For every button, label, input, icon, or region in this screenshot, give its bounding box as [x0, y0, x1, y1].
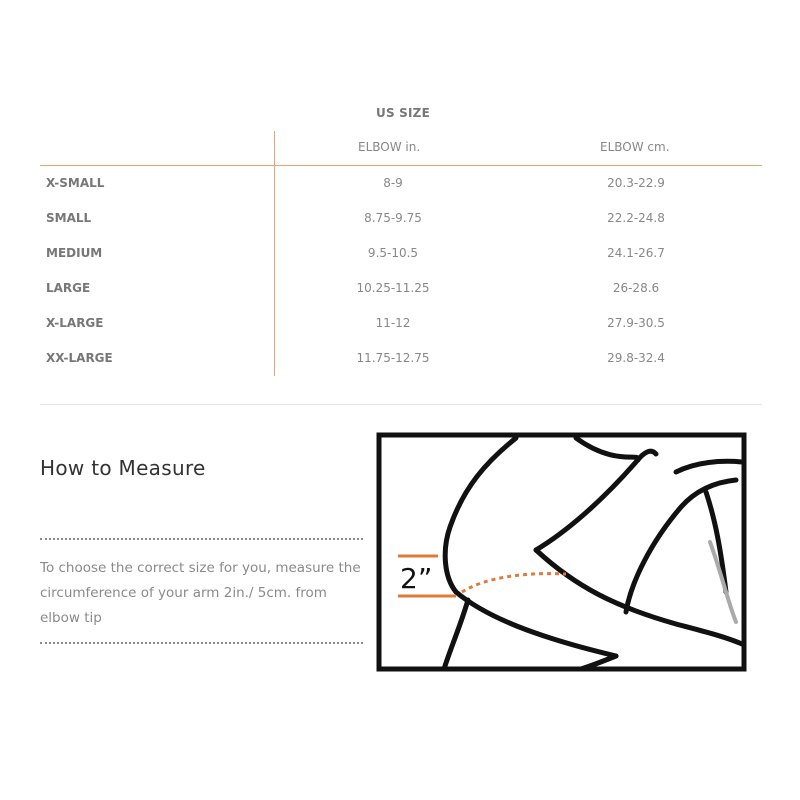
size-label: XX-LARGE: [46, 351, 113, 365]
elbow-in-value: 10.25-11.25: [356, 281, 430, 295]
dotted-rule-bottom: [40, 642, 363, 644]
table-row: [0, 211, 800, 231]
elbow-cm-value: 22.2-24.8: [607, 211, 665, 225]
size-label: X-LARGE: [46, 316, 104, 330]
elbow-in-value: 11.75-12.75: [356, 351, 430, 365]
size-chart: [40, 0, 762, 400]
elbow-in-value: 8.75-9.75: [364, 211, 422, 225]
elbow-in-value: 11-12: [375, 316, 411, 330]
measure-instructions: To choose the correct size for you, measure the circumference of your arm 2in./ 5cm. from elbow tip: [40, 560, 361, 626]
elbow-in-value: 8-9: [383, 176, 403, 190]
size-label: SMALL: [46, 211, 92, 225]
us-size-heading: US SIZE: [376, 106, 430, 120]
table-row: [0, 316, 800, 336]
elbow-cm-value: 26-28.6: [612, 281, 660, 295]
elbow-cm-value: 24.1-26.7: [607, 246, 665, 260]
size-label: MEDIUM: [46, 246, 103, 260]
table-row: [0, 246, 800, 266]
column-header-elbow-cm: ELBOW cm.: [600, 140, 670, 154]
table-row: [0, 351, 800, 371]
elbow-cm-value: 29.8-32.4: [607, 351, 665, 365]
table-row: [0, 281, 800, 301]
size-label: LARGE: [46, 281, 91, 295]
elbow-cm-value: 27.9-30.5: [607, 316, 665, 330]
size-label: X-SMALL: [46, 176, 105, 190]
elbow-cm-value: 20.3-22.9: [607, 176, 665, 190]
table-row: [0, 176, 800, 196]
column-header-elbow-in: ELBOW in.: [358, 140, 421, 154]
elbow-in-value: 9.5-10.5: [367, 246, 419, 260]
table-header-rule: [40, 165, 762, 166]
dotted-rule-top: [40, 538, 363, 540]
section-divider: [40, 404, 762, 405]
how-to-measure-title: How to Measure: [40, 456, 206, 480]
diagram-frame: [379, 435, 744, 669]
measure-label: 2”: [400, 562, 433, 595]
elbow-measure-diagram: [376, 432, 747, 672]
